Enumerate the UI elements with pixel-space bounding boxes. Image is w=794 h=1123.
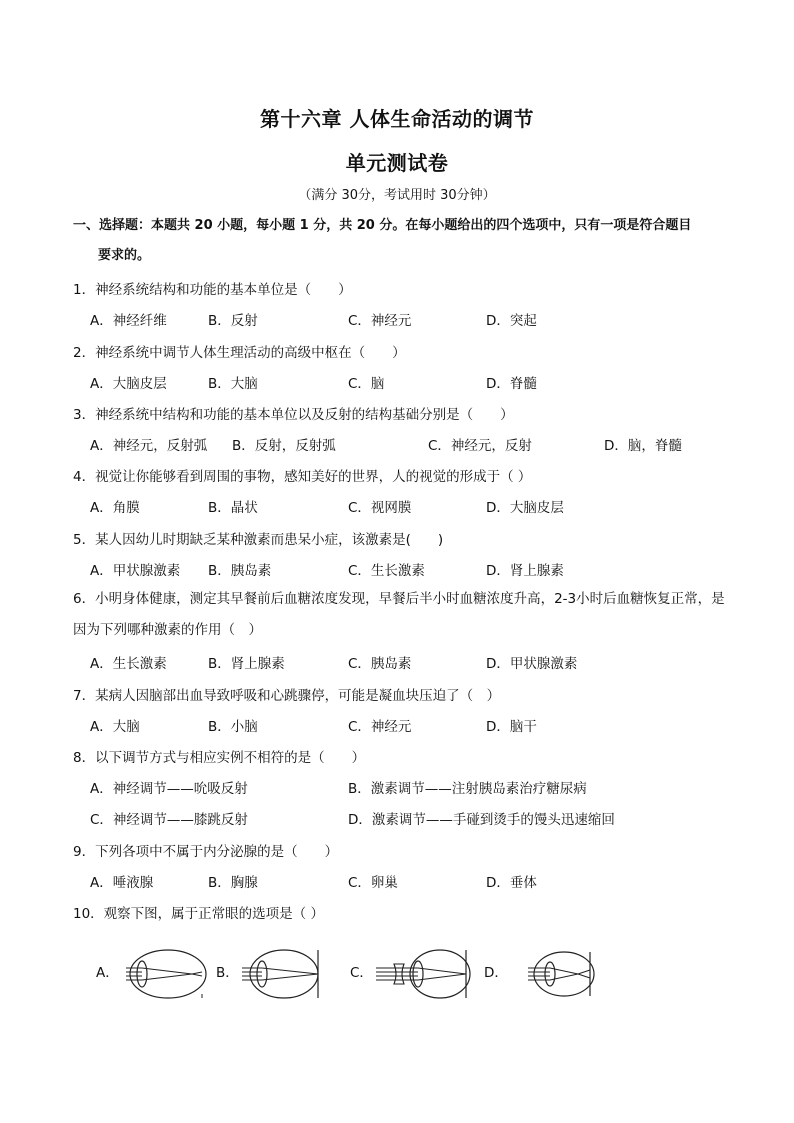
option-a[interactable]: A．神经纤维 (90, 313, 167, 329)
eye-diagram-d[interactable] (484, 940, 614, 1010)
question-5-stem: 5．某人因幼儿时期缺乏某种激素而患呆小症，该激素是( ) (73, 532, 444, 548)
section-heading-line1: 一、选择题：本题共 20 小题，每小题 1 分，共 20 分。在每小题给出的四个选项中，只有一项是符合题目 (73, 218, 692, 233)
eye-diagram-row (90, 940, 650, 1010)
eye-diagram-b[interactable] (212, 940, 332, 1010)
question-8-options-row1 (90, 777, 730, 797)
question-6-options (90, 652, 730, 672)
eye-diagram-c[interactable] (346, 940, 476, 1010)
option-a[interactable]: A．神经调节——吮吸反射 (90, 781, 248, 797)
eye-diagram-a[interactable] (90, 940, 210, 1010)
question-5-options (90, 559, 730, 579)
option-b[interactable]: B．反射，反射弧 (232, 438, 336, 454)
option-b[interactable]: B．胰岛素 (208, 563, 272, 579)
option-c[interactable]: C．神经元，反射 (428, 438, 532, 454)
option-a[interactable]: A．唾液腺 (90, 875, 154, 891)
eye-d-icon (484, 940, 614, 1010)
question-7-stem: 7．某病人因脑部出血导致呼吸和心跳骤停，可能是凝血块压迫了（ ） (73, 688, 501, 704)
eye-c-icon (346, 940, 476, 1010)
question-2-options (90, 372, 730, 392)
option-a[interactable]: A．大脑皮层 (90, 376, 167, 392)
option-c[interactable]: C．神经调节——膝跳反射 (90, 812, 248, 828)
option-c[interactable]: C．生长激素 (348, 563, 425, 579)
question-1-options (90, 309, 730, 329)
question-3-options (90, 434, 730, 454)
question-3-stem: 3．神经系统中结构和功能的基本单位以及反射的结构基础分别是（ ） (73, 407, 514, 423)
option-c[interactable]: C．神经元 (348, 719, 412, 735)
option-b[interactable]: B．胸腺 (208, 875, 258, 891)
question-8-stem: 8．以下调节方式与相应实例不相符的是（ ） (73, 750, 366, 766)
option-b[interactable]: B．反射 (208, 313, 258, 329)
question-9-stem: 9．下列各项中不属于内分泌腺的是（ ） (73, 844, 339, 860)
option-b[interactable]: B．激素调节——注射胰岛素治疗糖尿病 (348, 781, 587, 797)
option-d[interactable]: D．大脑皮层 (486, 500, 564, 516)
option-d[interactable]: D．垂体 (486, 875, 537, 891)
option-d[interactable]: D．脑干 (486, 719, 537, 735)
page-subtitle: 单元测试卷 (345, 151, 449, 175)
option-b[interactable]: B．肾上腺素 (208, 656, 285, 672)
figure-label-b: B． (216, 965, 239, 981)
question-4-stem: 4．视觉让你能够看到周围的事物，感知美好的世界，人的视觉的形成于（ ） (73, 469, 532, 485)
figure-label-a: A． (96, 965, 119, 981)
option-a[interactable]: A．神经元，反射弧 (90, 438, 208, 454)
option-a[interactable]: A．大脑 (90, 719, 140, 735)
option-d[interactable]: D．甲状腺激素 (486, 656, 578, 672)
page-title: 第十六章 人体生命活动的调节 (260, 107, 534, 131)
eye-a-icon (90, 940, 210, 1010)
option-d[interactable]: D．突起 (486, 313, 537, 329)
option-c[interactable]: C．胰岛素 (348, 656, 412, 672)
figure-label-d: D． (484, 965, 508, 981)
option-d[interactable]: D．脑，脊髓 (604, 438, 682, 454)
option-c[interactable]: C．神经元 (348, 313, 412, 329)
option-c[interactable]: C．卵巢 (348, 875, 398, 891)
option-b[interactable]: B．大脑 (208, 376, 258, 392)
option-d[interactable]: D．脊髓 (486, 376, 537, 392)
section-heading-line2: 要求的。 (98, 248, 151, 263)
question-1-stem: 1．神经系统结构和功能的基本单位是（ ） (73, 282, 352, 298)
option-a[interactable]: A．甲状腺激素 (90, 563, 181, 579)
option-b[interactable]: B．小脑 (208, 719, 258, 735)
option-d[interactable]: D．激素调节——手碰到烫手的馒头迅速缩回 (348, 812, 615, 828)
question-4-options (90, 496, 730, 516)
score-note: （满分 30分，考试用时 30分钟） (298, 188, 496, 203)
section-heading (73, 211, 733, 271)
question-8-options-row2 (90, 808, 730, 828)
option-c[interactable]: C．脑 (348, 376, 385, 392)
option-b[interactable]: B．晶状 (208, 500, 258, 516)
option-c[interactable]: C．视网膜 (348, 500, 412, 516)
figure-label-c: C． (350, 965, 373, 981)
option-a[interactable]: A．生长激素 (90, 656, 167, 672)
option-d[interactable]: D．肾上腺素 (486, 563, 564, 579)
option-a[interactable]: A．角膜 (90, 500, 140, 516)
eye-b-icon (212, 940, 332, 1010)
question-7-options (90, 715, 730, 735)
question-10-stem: 10．观察下图，属于正常眼的选项是（ ） (73, 906, 324, 922)
question-2-stem: 2．神经系统中调节人体生理活动的高级中枢在（ ） (73, 345, 406, 361)
question-6-stem: 6．小明身体健康，测定其早餐前后血糖浓度发现，早餐后半小时血糖浓度升高，2-3小时后血糖恢复正常，是因为下列哪种激素的作用（ ） (73, 591, 725, 638)
question-9-options (90, 871, 730, 891)
